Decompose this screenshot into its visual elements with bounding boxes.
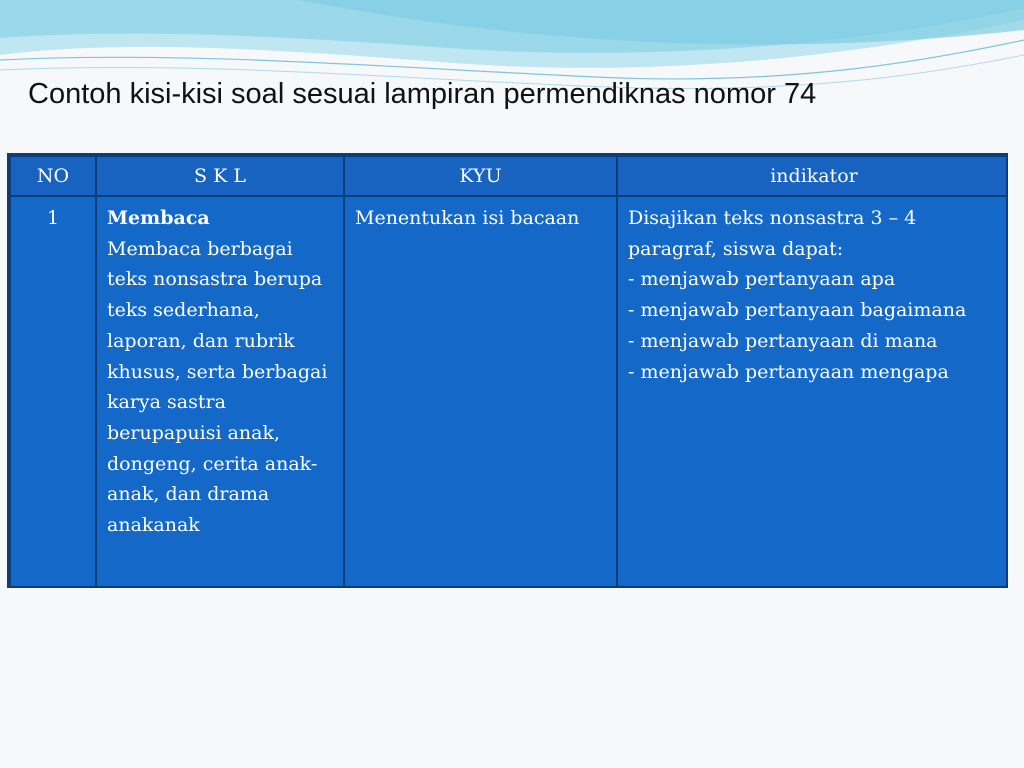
- slide-title: Contoh kisi-kisi soal sesuai lampiran permendiknas nomor 74: [28, 78, 817, 110]
- indikator-line: - menjawab pertanyaan bagaimana: [628, 299, 967, 322]
- cell-skl: [96, 196, 344, 588]
- skl-heading: Membaca: [107, 207, 210, 229]
- header-no: NO: [10, 156, 96, 196]
- table-row: [10, 196, 1008, 588]
- skl-text: Membaca berbagai teks nonsastra berupa teks sederhana, laporan, dan rubrik khusus, serta berbagai karya sastra berupapuisi anak, dongeng, cerita anak-anak, dan drama anakanak: [107, 237, 328, 537]
- header-indikator: indikator: [617, 156, 1008, 196]
- header-kyu: KYU: [344, 156, 617, 196]
- cell-kyu: Menentukan isi bacaan: [344, 196, 617, 588]
- kisi-kisi-table-container: [7, 153, 1008, 588]
- cell-indikator: [617, 196, 1008, 588]
- indikator-line: - menjawab pertanyaan di mana: [628, 329, 938, 352]
- table-header-row: [10, 156, 1008, 196]
- cell-no: 1: [10, 196, 96, 588]
- indikator-line: - menjawab pertanyaan apa: [628, 268, 896, 291]
- header-skl: S K L: [96, 156, 344, 196]
- kisi-kisi-table: [9, 155, 1008, 588]
- indikator-line: Disajikan teks nonsastra 3 – 4 paragraf, siswa dapat:: [628, 207, 917, 260]
- indikator-line: - menjawab pertanyaan mengapa: [628, 360, 949, 383]
